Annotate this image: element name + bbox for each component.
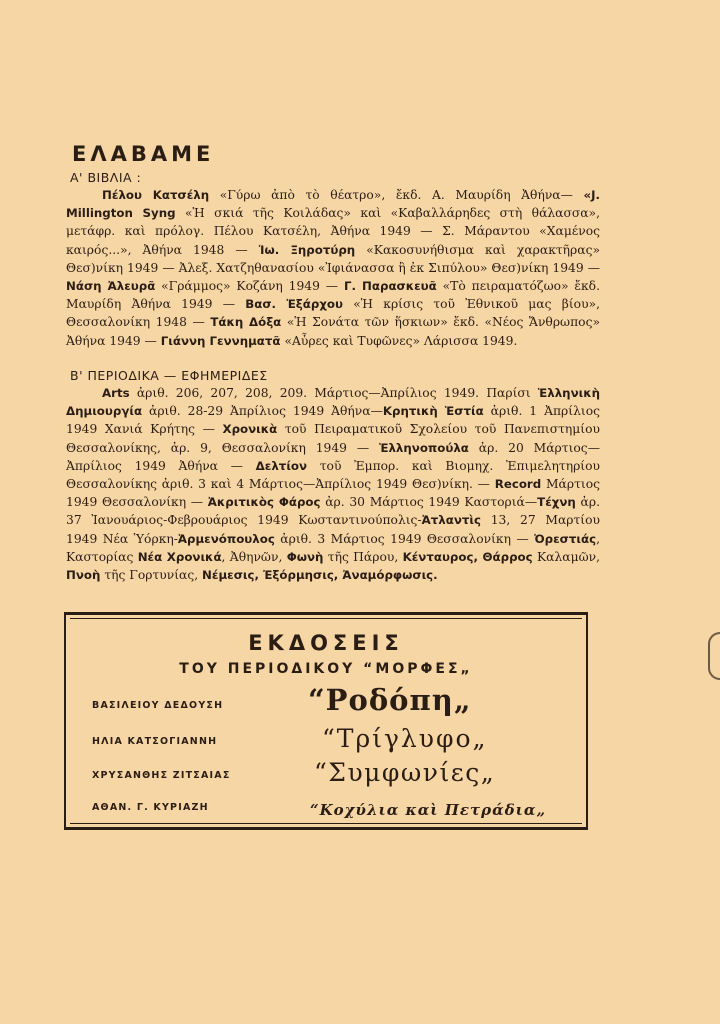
entry-details: Μάρτιος 1949 Θεσσαλονίκη — xyxy=(66,477,601,510)
entry-name: Ἀρμενόπουλος xyxy=(177,531,275,546)
entry-details: ἀριθ. 206, 207, 208, 209. Μάρτιος—Ἀπρίλιος 1949. Παρίσι xyxy=(129,386,538,400)
advert-entry xyxy=(92,717,576,753)
entry-details: «Κακοσυνήθισμα καὶ χαρακτῆρας» Θεσ)νίκη 1949 — Ἀλεξ. Χατζηθανασίου «Ἰφιάνασσα ἢ ἐκ Σιπύλου» Θεσ)νίκη 1949 — xyxy=(66,242,600,275)
entry-name: Γιάννη Γεννηματᾶ xyxy=(160,333,281,348)
entry-details: , Καστορίας xyxy=(66,531,600,564)
advert-author: ΗΛΙΑ ΚΑΤΣΟΓΙΑΝΝΗ xyxy=(92,736,218,747)
entry-details: «Τὸ πειραματόζωο» ἔκδ. Μαυρίδη Ἀθήνα 1949 — xyxy=(66,279,600,312)
entry-details: «Αὖρες καὶ Τυφῶνες» Λάρισσα 1949. xyxy=(280,333,518,348)
entry-details: «Ἡ Σονάτα τῶν ἥσκιων» ἔκδ. «Νέος Ἄνθρωπος» Ἀθήνα 1949 — xyxy=(66,315,600,348)
entry-details: ἀριθ. 28-29 Ἀπρίλιος 1949 Ἀθήνα— xyxy=(142,404,383,419)
entry-name: Φωνὴ xyxy=(286,549,324,564)
page-edge-mark xyxy=(708,632,720,680)
entry-details: ἀρ. 30 Μάρτιος 1949 Καστοριά— xyxy=(320,495,538,510)
entry-name: Νάση Ἀλευρᾶ xyxy=(66,279,156,294)
advert-work-title: “Συμφωνίες„ xyxy=(314,758,496,787)
entry-details: ἀριθ. 3 Μάρτιος 1949 Θεσσαλονίκη — xyxy=(274,531,535,546)
entry-details: «Ἡ κρίσις τοῦ Ἐθνικοῦ μας βίου», Θεσσαλονίκη 1948 — xyxy=(66,297,600,330)
entry-name: Πέλου Κατσέλη xyxy=(102,188,210,202)
page-heading: ΕΛΑΒΑΜΕ xyxy=(72,142,215,166)
periodicals-text xyxy=(66,386,600,582)
entry-name: Πνοὴ xyxy=(66,568,101,583)
entry-name: Δελτίον xyxy=(255,458,308,473)
entry-name: Ἑλληνοπούλα xyxy=(379,440,469,455)
entry-details: «Γράμμος» Κοζάνη 1949 — xyxy=(155,279,344,294)
entry-name: Record xyxy=(494,477,542,492)
entry-details: 13, 27 Μαρτίου 1949 Νέα Ὑόρκη- xyxy=(66,513,600,546)
entry-name: Ὀρεστιάς xyxy=(534,531,597,546)
entry-name: Ἑλληνικὴ Δημιουργία xyxy=(66,386,600,419)
entry-name: Ἀτλαντὶς xyxy=(421,513,481,528)
entry-name: Ἰω. Ξηροτύρη xyxy=(258,242,356,257)
advert-entry xyxy=(92,681,576,717)
entry-details: «Ἡ σκιά τῆς Κοιλάδας» καὶ «Καβαλλάρηδες στὴ θάλασσα», μετάφρ. καὶ πρόλογ. Πέλου Κατσέλη, Ἀθήνα 1949 — Σ. Μάραντου «Χαμένος καιρός...», Ἀθήνα 1948 — xyxy=(66,206,600,257)
entry-name: Τάκη Δόξα xyxy=(210,315,282,330)
entry-name: Ἀκριτικὸς Φάρος xyxy=(207,495,321,510)
entry-details: ἀρ. 20 Μάρτιος—Ἀπρίλιος 1949 Ἀθήνα — xyxy=(66,440,600,473)
advert-work-title: “Τρίγλυφο„ xyxy=(322,724,488,753)
entry-name: Γ. Παρασκευᾶ xyxy=(343,279,437,294)
entry-name: Τέχνη xyxy=(537,495,576,510)
advert-author: ΧΡΥΣΑΝΘΗΣ ΖΙΤΣΑΙΑΣ xyxy=(92,770,231,781)
entry-name: Νέμεσις, Ἐξόρμησις, Ἀναμόρφωσις. xyxy=(202,568,438,583)
advert-author: ΑΘΑΝ. Γ. ΚΥΡΙΑΖΗ xyxy=(92,802,209,813)
entry-details: τῆς Γορτυνίας, xyxy=(100,568,203,583)
entry-details: Καλαμῶν, xyxy=(532,549,600,564)
periodicals-section-label: Β' ΠΕΡΙΟΔΙΚΑ — ΕΦΗΜΕΡΙΔΕΣ xyxy=(70,368,268,383)
advert-subtitle: ΤΟΥ ΠΕΡΙΟΔΙΚΟΥ “ΜΟΡΦΕΣ„ xyxy=(179,661,473,677)
entry-name: Κένταυρος, Θάρρος xyxy=(402,549,533,564)
entry-name: Κρητικὴ Ἑστία xyxy=(382,404,484,419)
entry-name: Arts xyxy=(102,386,130,400)
advert-work-title: “Ροδόπη„ xyxy=(308,683,472,717)
entry-details: τῆς Πάρου, xyxy=(323,549,403,564)
entry-details: , Ἀθηνῶν, xyxy=(221,549,287,564)
books-section-label: Α' ΒΙΒΛΙΑ : xyxy=(70,170,142,185)
books-text xyxy=(66,188,600,348)
periodicals-list xyxy=(66,384,600,584)
entry-name: Νέα Χρονικά xyxy=(137,549,222,564)
entry-name: Χρονικὰ xyxy=(222,422,278,437)
entry-details: ἀρ. 37 Ἰανουάριος-Φεβρουάριος 1949 Κωσταντινούπολις- xyxy=(66,495,600,528)
advert-author: ΒΑΣΙΛΕΙΟΥ ΔΕΔΟΥΣΗ xyxy=(92,700,224,711)
advert-title: ΕΚΔΟΣΕΙΣ xyxy=(248,631,404,655)
advert-work-title: “Κοχύλια καὶ Πετράδια„ xyxy=(310,801,547,819)
entry-name: Βασ. Ἐξάρχου xyxy=(245,297,344,312)
advert-entry xyxy=(92,751,576,787)
publications-advert xyxy=(64,612,588,830)
entry-details: «Γύρω ἀπὸ τὸ θέατρο», ἔκδ. Α. Μαυρίδη Ἀθήνα— xyxy=(209,188,584,202)
entry-details: τοῦ Πειραματικοῦ Σχολείου τοῦ Πανεπιστημίου Θεσσαλονίκης, ἀρ. 9, Θεσσαλονίκη 1949 — xyxy=(66,422,600,455)
entry-details: ἀριθ. 1 Ἀπρίλιος 1949 Χανιά Κρήτης — xyxy=(66,404,601,437)
books-list xyxy=(66,186,600,350)
entry-details: τοῦ Ἐμπορ. καὶ Βιομηχ. Ἐπιμελητηρίου Θεσσαλονίκης ἀριθ. 3 καὶ 4 Μάρτιος—Ἀπρίλιος 1949 Θεσ)νίκη. — xyxy=(66,458,601,492)
advert-entry xyxy=(92,783,576,819)
entry-name: «J. Millington Syng xyxy=(66,188,600,221)
